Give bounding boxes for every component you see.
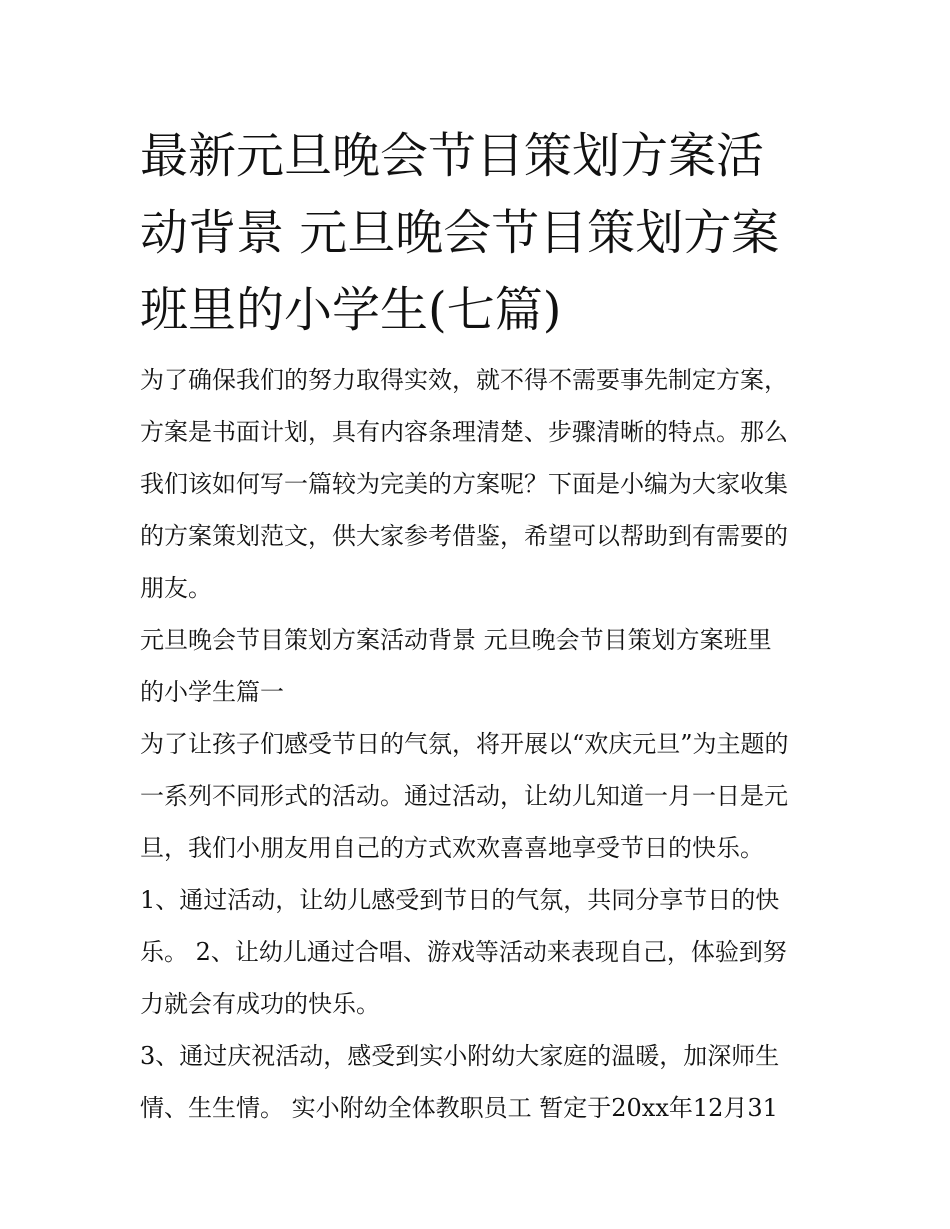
section-heading-line: 元旦晚会节目策划方案活动背景 元旦晚会节目策划方案班里 — [140, 626, 772, 654]
title-line-1: 最新元旦晚会节目策划方案活 — [140, 128, 765, 184]
paragraph-line: 一系列不同形式的活动。通过活动，让幼儿知道一月一日是元 — [140, 782, 788, 810]
title-line-3: 班里的小学生(七篇) — [140, 282, 562, 338]
paragraph-line: 为了确保我们的努力取得实效，就不得不需要事先制定方案， — [140, 366, 788, 394]
title-line-2: 动背景 元旦晚会节目策划方案 — [140, 205, 780, 261]
list-item-line: 乐。 2、让幼儿通过合唱、游戏等活动来表现自己，体验到努 — [140, 938, 787, 966]
paragraph-line: 朋友。 — [140, 574, 212, 602]
list-item-line: 力就会有成功的快乐。 — [140, 990, 380, 1018]
list-item-line: 3、通过庆祝活动，感受到实小附幼大家庭的温暖，加深师生 — [140, 1042, 780, 1070]
list-item-line: 情、生生情。 实小附幼全体教职员工 暂定于20xx年12月31 — [140, 1094, 778, 1122]
list-item-line: 1、通过活动，让幼儿感受到节日的气氛，共同分享节日的快 — [140, 886, 780, 914]
paragraph-line: 为了让孩子们感受节日的气氛，将开展以“欢庆元旦”为主题的 — [140, 730, 789, 758]
document-body — [140, 354, 820, 1134]
paragraph-line: 我们该如何写一篇较为完美的方案呢？下面是小编为大家收集 — [140, 470, 788, 498]
paragraph-line: 旦，我们小朋友用自己的方式欢欢喜喜地享受节日的快乐。 — [140, 834, 764, 862]
section-heading-line: 的小学生篇一 — [140, 678, 284, 706]
paragraph-line: 的方案策划范文，供大家参考借鉴，希望可以帮助到有需要的 — [140, 522, 788, 550]
document-title — [140, 118, 820, 349]
paragraph-line: 方案是书面计划，具有内容条理清楚、步骤清晰的特点。那么 — [140, 418, 788, 446]
